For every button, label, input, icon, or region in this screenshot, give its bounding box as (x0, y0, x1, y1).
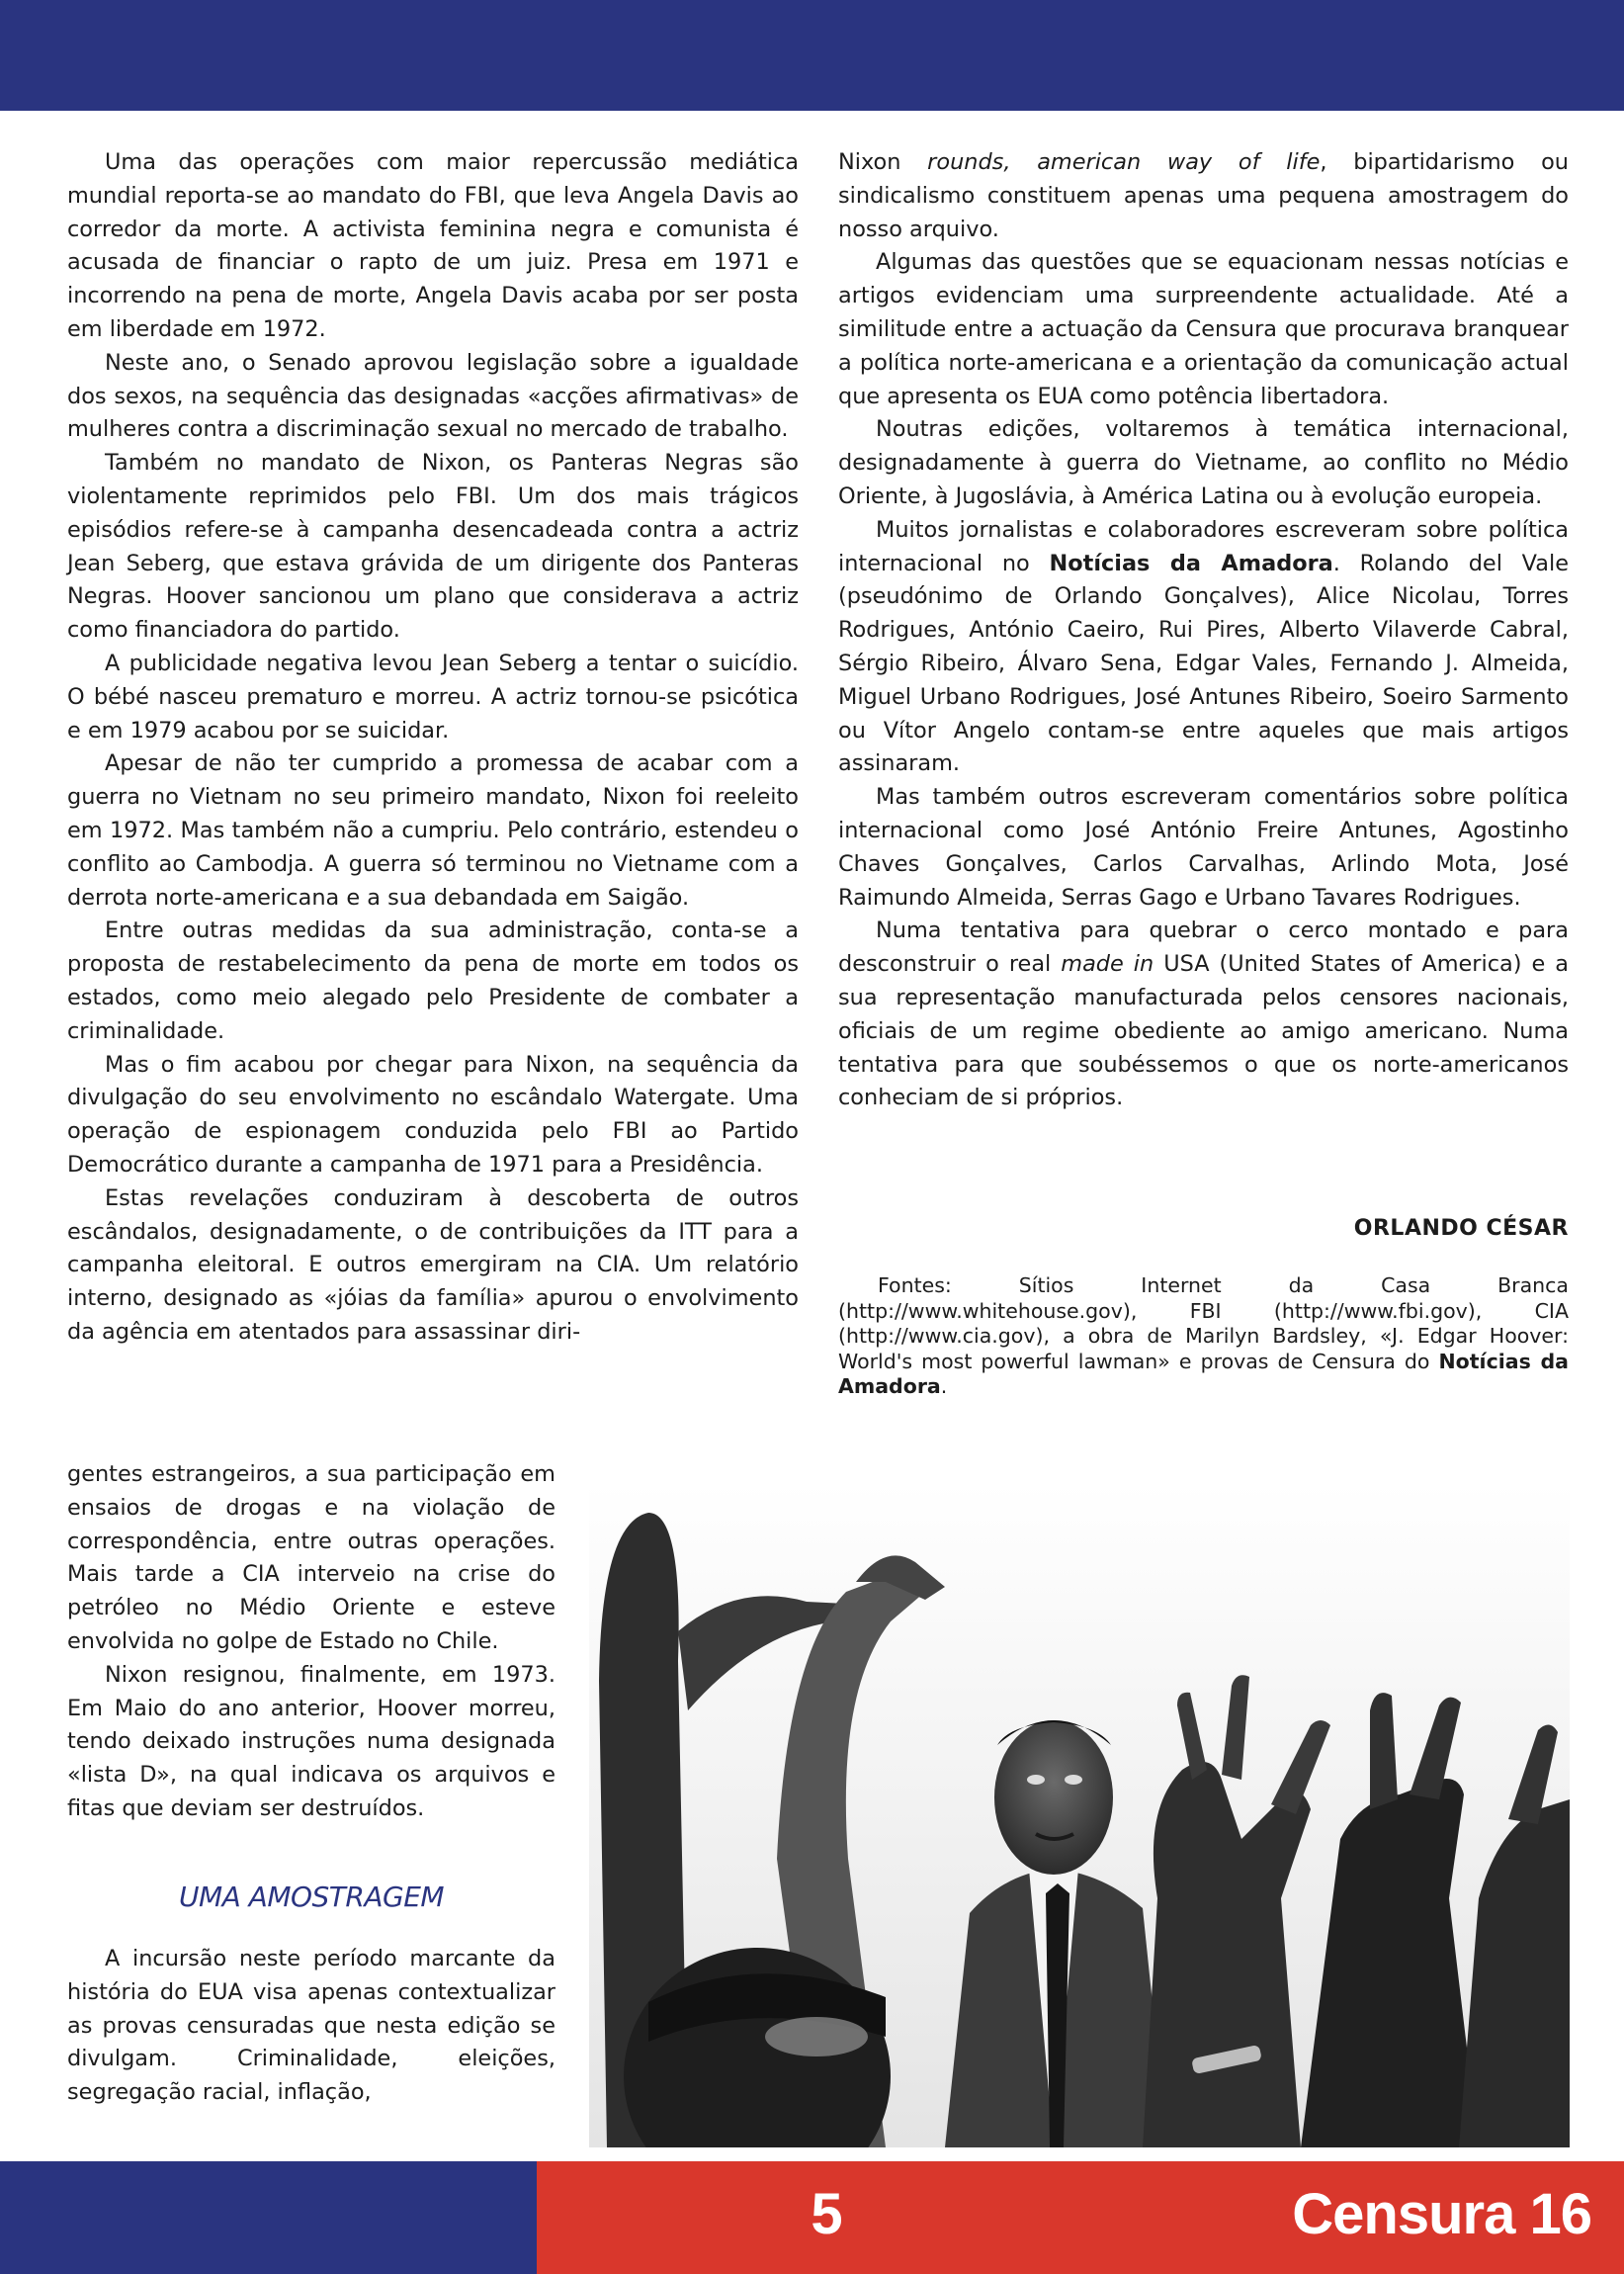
author-signature: ORLANDO CÉSAR (1353, 1216, 1569, 1241)
text-run: . Rolando del Vale (pseudónimo de Orlando Gonçalves), Alice Nicolau, Torres Rodrigues, António Caeiro, Rui Pires, Alberto Vilaverde Cabral, Sérgio Ribeiro, Álvaro Sena, Edgar Vales, Fernando J. Almeida, Miguel Urbano Rodrigues, José Antunes Ribeiro, Soeiro Sarmento ou Vítor Angelo contam-se entre aqueles que mais artigos assinaram. (838, 550, 1569, 777)
paragraph: Algumas das questões que se equacionam nessas notícias e artigos evidenciam uma surpreendente actualidade. Até a similitude entre a actuação da Censura que procurava branquear a política norte-americana e a orientação da comunicação actual que apresenta os EUA como potência libertadora. (838, 249, 1569, 409)
publication-brand: Censura 16 (1292, 2182, 1591, 2246)
top-color-band (0, 0, 1624, 111)
text-run: Nixon (838, 149, 928, 175)
section-heading: UMA AMOSTRAGEM (178, 1880, 445, 1913)
text-run: USA (United States of America) e a sua representação manufacturada pelos censores nacionais, oficiais de um regime obediente ao amigo americano. Numa tentativa para que soubéssemos o que os norte-americanos conheciam de si próprios. (838, 951, 1569, 1111)
page-number: 5 (811, 2182, 842, 2246)
crowd-photo (589, 1483, 1570, 2147)
paragraph: Apesar de não ter cumprido a promessa de acabar com a guerra no Vietnam no seu primeiro mandato, Nixon foi reeleito em 1972. Mas também não a cumpriu. Pelo contrário, estendeu o conflito ao Cambodja. A guerra só terminou no Vietname com a derrota norte-americana e a sua debandada em Saigão. (67, 750, 799, 911)
sources-note (838, 1273, 1569, 1400)
italic-run: rounds, american way of life (927, 149, 1321, 175)
paragraph: Estas revelações conduziram à descoberta de outros escândalos, designadamente, o de contribuições da ITT para a campanha eleitoral. E outros emergiram na CIA. Um relatório interno, designado as «jóias da família» apurou o envolvimento da agência em atentados para assassinar diri- (67, 1184, 799, 1345)
paragraph (838, 514, 1569, 781)
paragraph: Nixon resignou, finalmente, em 1973. Em Maio do ano anterior, Hoover morreu, tendo deixado instruções numa designada «lista D», na qual indicava os arquivos e fitas que deviam ser destruídos. (67, 1661, 556, 1821)
text-run: Fontes: Sítios Internet da Casa Branca (http://www.whitehouse.gov), FBI (http://www.fbi.gov), CIA (http://www.cia.gov), a obra de Marilyn Bardsley, «J. Edgar Hoover: World's most powerful lawman» e provas de Censura do (838, 1273, 1569, 1373)
paragraph: Neste ano, o Senado aprovou legislação sobre a igualdade dos sexos, na sequência das designadas «acções afirmativas» de mulheres contra a discriminação sexual no mercado de trabalho. (67, 349, 799, 443)
paragraph (838, 146, 1569, 246)
article-narrow-column (67, 1458, 556, 1826)
article-right-column (838, 146, 1569, 1115)
text-run: Numa tentativa para quebrar o cerco montado e para desconstruir o real (838, 918, 1569, 978)
paragraph: Mas também outros escreveram comentários sobre política internacional como José António Freire Antunes, Agostinho Chaves Gonçalves, Carlos Carvalhas, Arlindo Mota, José Raimundo Almeida, Serras Gago e Urbano Tavares Rodrigues. (838, 784, 1569, 911)
paragraph: Uma das operações com maior repercussão mediática mundial reporta-se ao mandato do FBI, que leva Angela Davis ao corredor da morte. A activista feminina negra e comunista é acusada de financiar o rapto de um juiz. Presa em 1971 e incorrendo na pena de morte, Angela Davis acaba por ser posta em liberdade em 1972. (67, 149, 799, 342)
article-left-column (67, 146, 799, 1350)
paragraph: A publicidade negativa levou Jean Seberg a tentar o suicídio. O bébé nasceu prematuro e morreu. A actriz tornou-se psicótica e em 1979 acabou por se suicidar. (67, 650, 799, 743)
paragraph: Noutras edições, voltaremos à temática internacional, designadamente à guerra do Vietname, ao conflito no Médio Oriente, à Jugoslávia, à América Latina ou à evolução europeia. (838, 416, 1569, 509)
bold-run: Notícias da Amadora (838, 1349, 1569, 1398)
article-narrow-column-lower (67, 1943, 556, 2110)
text-run: Muitos jornalistas e colaboradores escreveram sobre política internacional no (838, 516, 1569, 576)
bold-run: Notícias da Amadora (1049, 550, 1333, 576)
paragraph: gentes estrangeiros, a sua participação em ensaios de drogas e na violação de correspondência, entre outras operações. Mais tarde a CIA interveio na crise do petróleo no Médio Oriente e esteve envolvida no golpe de Estado no Chile. (67, 1461, 556, 1654)
text-run: . (940, 1374, 948, 1398)
italic-run: made in (1061, 951, 1154, 978)
crowd-photo-illustration (589, 1483, 1570, 2147)
paragraph: Também no mandato de Nixon, os Panteras Negras são violentamente reprimidos pelo FBI. Um dos mais trágicos episódios refere-se à campanha desencadeada contra a actriz Jean Seberg, que estava grávida de um dirigente dos Panteras Negras. Hoover sancionou um plano que considerava a actriz como financiadora do partido. (67, 450, 799, 644)
paragraph: Mas o fim acabou por chegar para Nixon, na sequência da divulgação do seu envolvimento no escândalo Watergate. Uma operação de espionagem conduzida pelo FBI ao Partido Democrático durante a campanha de 1971 para a Presidência. (67, 1051, 799, 1178)
paragraph: A incursão neste período marcante da história do EUA visa apenas contextualizar as provas censuradas que nesta edição se divulgam. Criminalidade, eleições, segregação racial, inflação, (67, 1946, 556, 2106)
paragraph: Entre outras medidas da sua administração, conta-se a proposta de restabelecimento da pena de morte em todos os estados, como meio alegado pelo Presidente de combater a criminalidade. (67, 918, 799, 1044)
paragraph (838, 915, 1569, 1115)
text-run: , bipartidarismo ou sindicalismo constituem apenas uma pequena amostragem do nosso arquivo. (838, 149, 1569, 242)
footer-blue-band (0, 2161, 537, 2274)
